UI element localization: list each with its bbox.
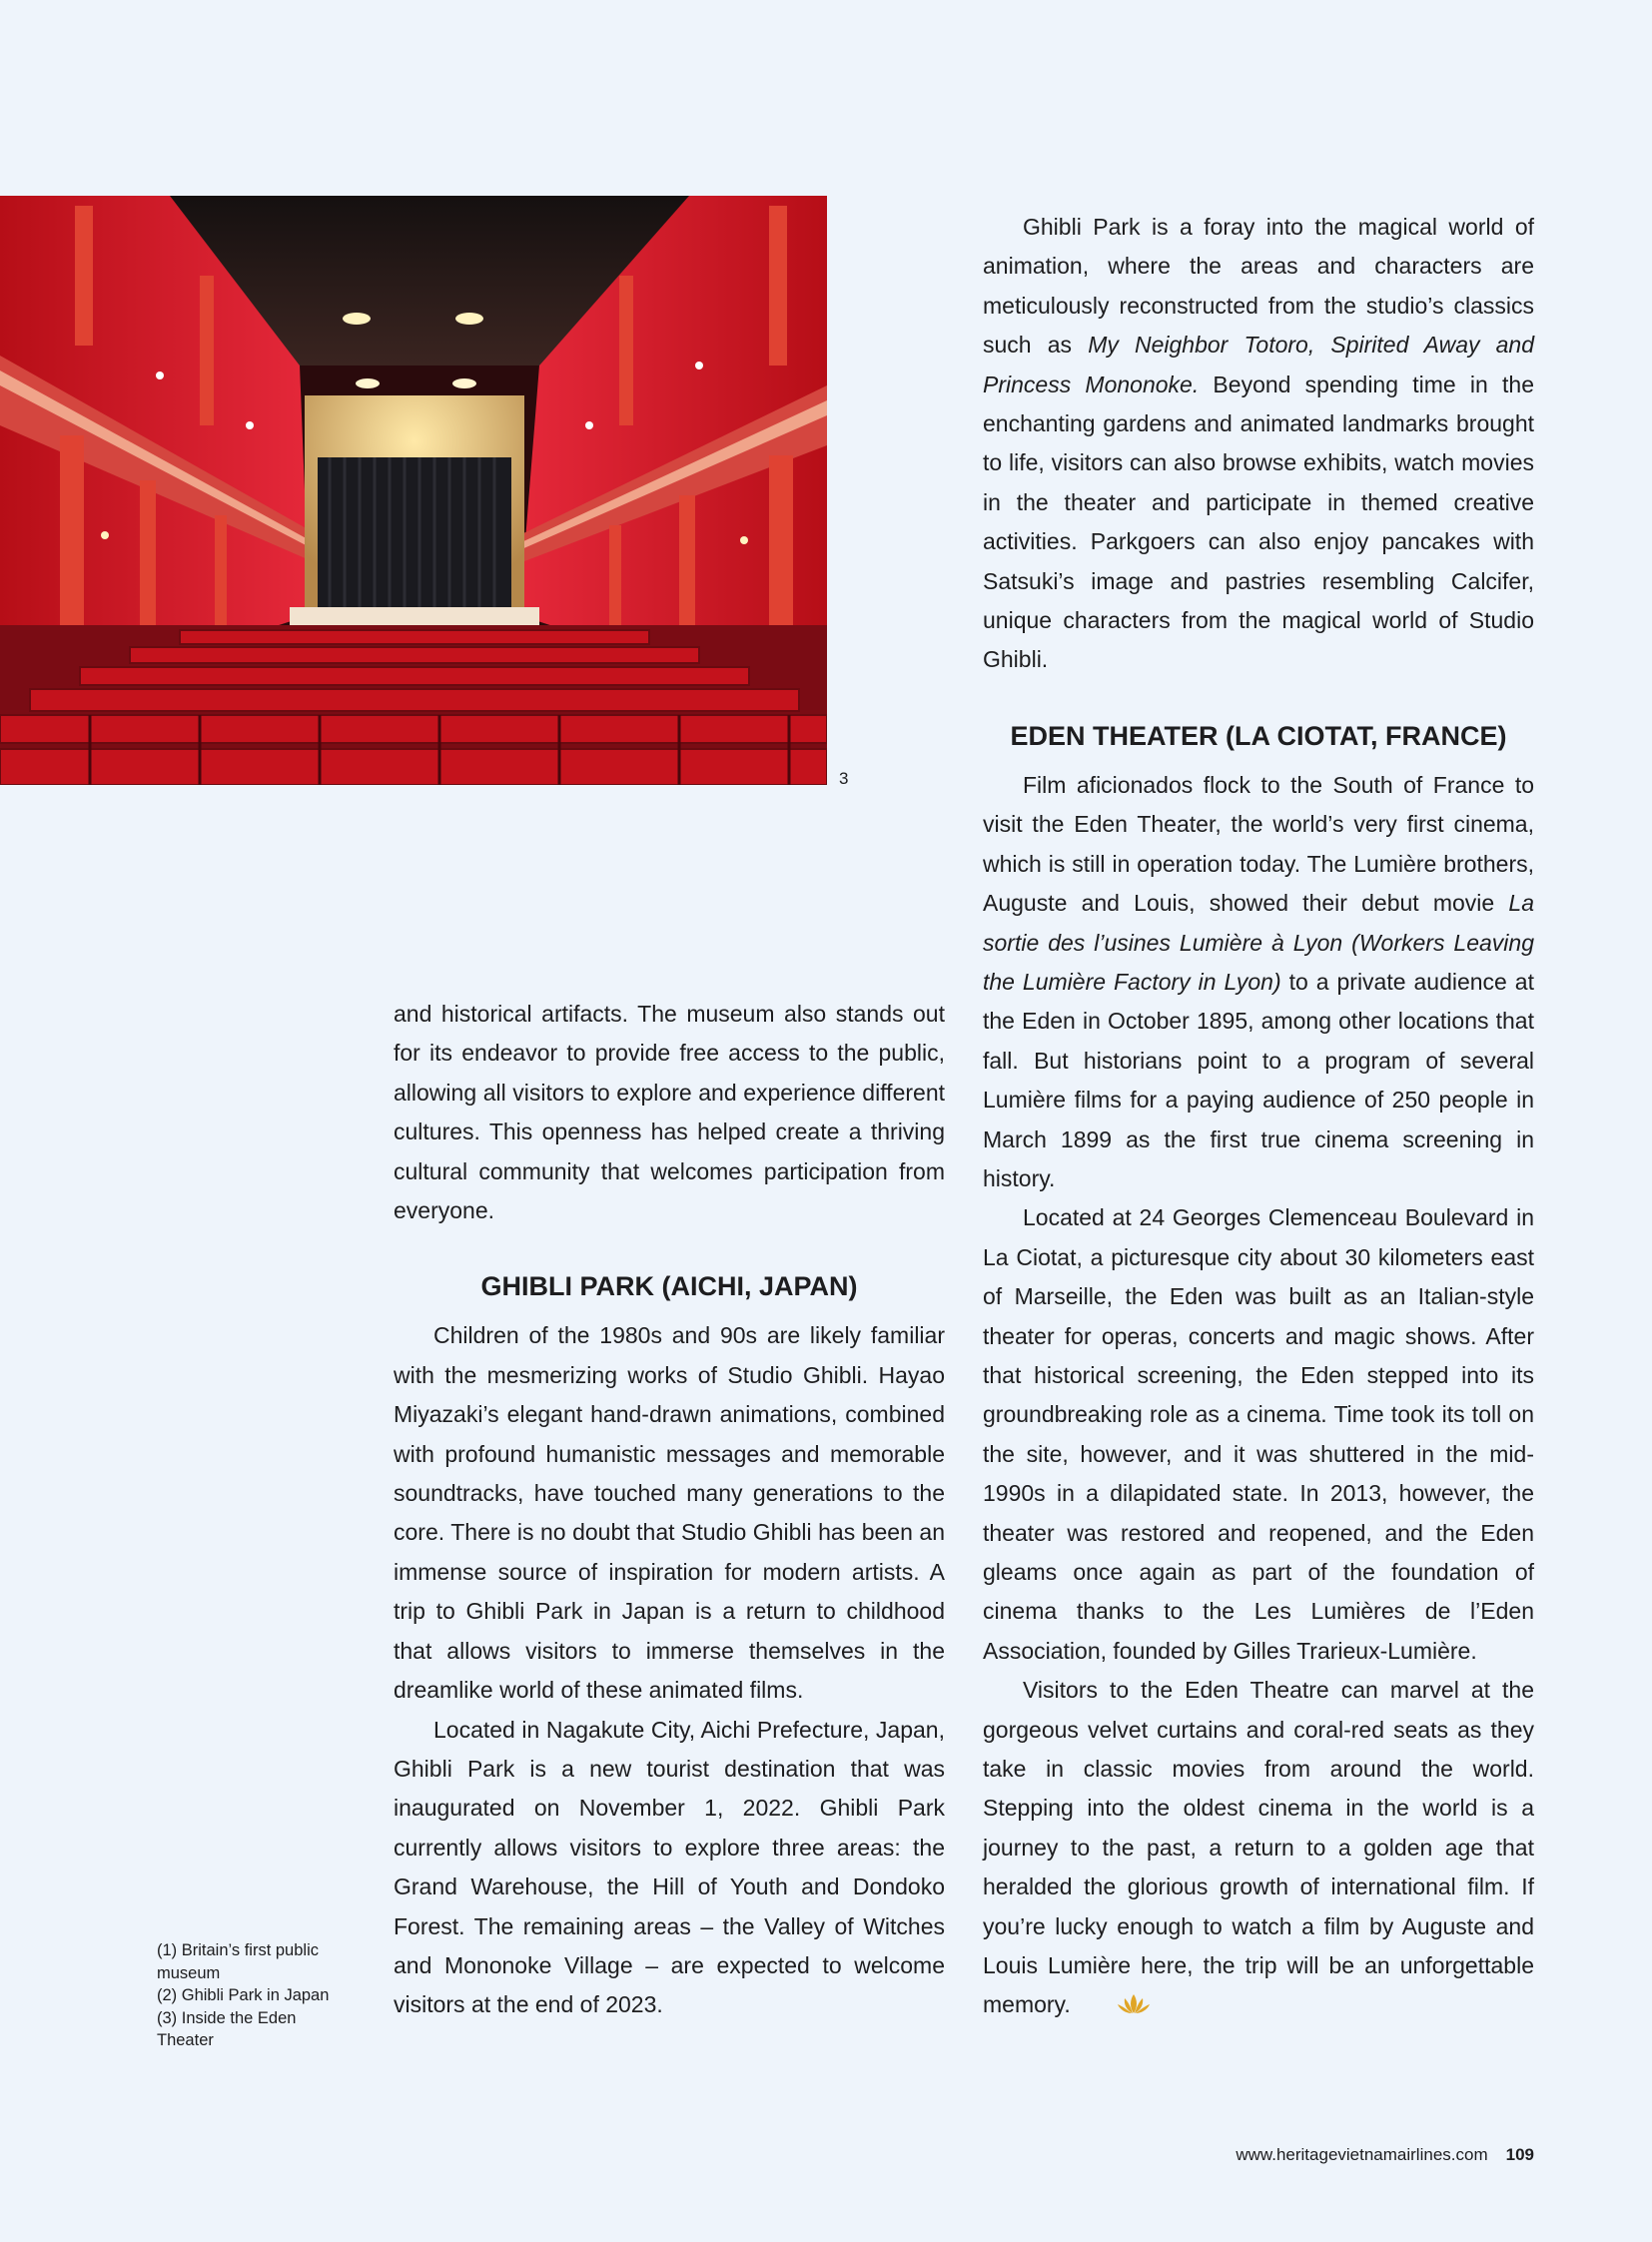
right-paragraph-3: Located at 24 Georges Clemenceau Boulevard in La Ciotat, a picturesque city about 30 kilometers east of Marseille, the Eden was built as an Italian-style theater for operas, concerts and magic shows. After that historical screening, the Eden stepped into its groundbreaking role as a cinema. Time took its toll on the site, however, and it was shuttered in the mid-1990s in a dilapidated state. In 2013, however, the theater was restored and reopened, and the Eden gleams once again as part of the foundation of cinema thanks to the Les Lumières de l’Eden Association, founded by Gilles Trarieux-Lumière. [983, 1204, 1534, 1664]
section-heading-ghibli: GHIBLI PARK (AICHI, JAPAN) [480, 1271, 858, 1302]
photo-number: 3 [839, 769, 849, 788]
right-paragraph-4-text: Visitors to the Eden Theatre can marvel at the gorgeous velvet curtains and coral-red seats as they take in classic movies from around the world. Stepping into the oldest cinema in the world is a journey to the past, a return to a golden age that heralded the glorious growth of international film. If you’re lucky enough to watch a film by Auguste and Louis Lumière here, the trip will be an unforgettable memory. [983, 1677, 1534, 2018]
right-paragraph-1-text-a: Ghibli Park is a foray into the magical world of animation, where the areas and characters are meticulously reconstructed from the studio’s classics such as [983, 214, 1534, 359]
section-heading-eden: EDEN THEATER (LA CIOTAT, FRANCE) [1010, 720, 1507, 751]
caption-1: (1) Britain’s first public museum [157, 1941, 319, 1982]
lumiere-film-title: La sortie des l’usines Lumière à Lyon (Workers Leaving the Lumière Factory in Lyon) [983, 890, 1534, 995]
photo-captions [157, 1939, 357, 2052]
left-paragraph-2: Children of the 1980s and 90s are likely familiar with the mesmerizing works of Studio Ghibli. Hayao Miyazaki’s elegant hand-drawn animations, combined with profound humanistic messages and memorable soundtracks, have touched many generations to the core. There is no doubt that Studio Ghibli has been an immense source of inspiration for modern artists. A trip to Ghibli Park in Japan is a return to childhood that allows visitors to immerse themselves in the dreamlike world of these animated films. [394, 1322, 945, 1704]
right-column [983, 208, 1534, 2028]
left-paragraph-3: Located in Nagakute City, Aichi Prefecture, Japan, Ghibli Park is a new tourist destination that was inaugurated on November 1, 2022. Ghibli Park currently allows visitors to explore three areas: the Grand Warehouse, the Hill of Youth and Dondoko Forest. The remaining areas – the Valley of Witches and Mononoke Village – are expected to welcome visitors at the end of 2023. [394, 1716, 945, 2018]
left-column [394, 995, 945, 2025]
right-paragraph-2-text-a: Film aficionados flock to the South of France to visit the Eden Theater, the world’s very first cinema, which is still in operation today. The Lumière brothers, Auguste and Louis, showed their debut movie [983, 771, 1534, 917]
caption-3: (3) Inside the Eden Theater [157, 2008, 297, 2049]
theater-illustration [0, 196, 827, 785]
theater-photo [0, 196, 827, 785]
page-number: 109 [1505, 2145, 1534, 2164]
footer-url[interactable]: www.heritagevietnamairlines.com [1236, 2145, 1488, 2164]
right-paragraph-4 [983, 1671, 1534, 2028]
right-paragraph-2-text-b: to a private audience at the Eden in October 1895, among other locations that fall. But historians point to a program of several Lumière films for a paying audience of 250 people in March 1899 as the first true cinema screening in history. [983, 968, 1534, 1191]
right-paragraph-1 [983, 208, 1534, 680]
right-paragraph-2 [983, 766, 1534, 1198]
film-titles: My Neighbor Totoro, Spirited Away and Princess Mononoke. [983, 332, 1535, 397]
caption-2: (2) Ghibli Park in Japan [157, 1986, 330, 2004]
lotus-icon [1077, 1988, 1151, 2027]
left-paragraph-1: and historical artifacts. The museum also stands out for its endeavor to provide free access to the public, allowing all visitors to explore and experience different cultures. This openness has helped create a thriving cultural community that welcomes participation from everyone. [394, 1001, 945, 1224]
page-footer [1236, 2145, 1534, 2165]
right-paragraph-1-text-b: Beyond spending time in the enchanting gardens and animated landmarks brought to life, visitors can also browse exhibits, watch movies in the theater and participate in themed creative activities. Parkgoers can also enjoy pancakes with Satsuki’s image and pastries resembling Calcifer, unique characters from the magical world of Studio Ghibli. [983, 371, 1534, 673]
